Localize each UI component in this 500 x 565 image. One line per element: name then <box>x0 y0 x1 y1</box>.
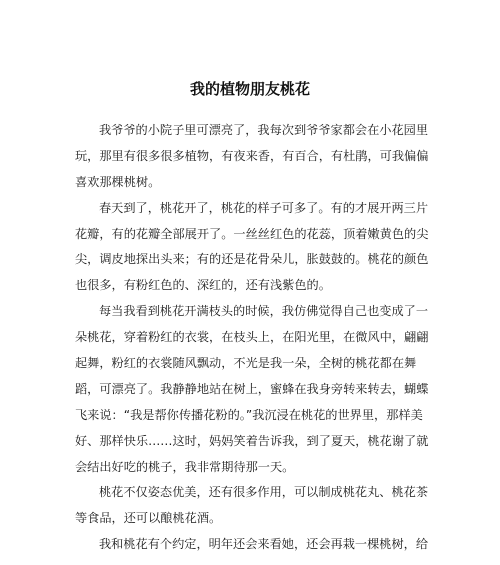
paragraph-5 <box>75 532 427 558</box>
text-line: 蹈，可漂亮了。我静静地站在树上，蜜蜂在我身旁转来转去，蝴蝶 <box>75 381 429 396</box>
text-line: 春天到了，桃花开了，桃花的样子可多了。有的才展开两三片 <box>99 200 429 215</box>
text-line: 尖，调皮地探出头来；有的还是花骨朵儿，胀鼓鼓的。桃花的颜色 <box>75 252 429 267</box>
text-line: 飞来说：“我是帮你传播花粉的。”我沉浸在桃花的世界里，那样美 <box>75 407 423 422</box>
paragraph-1 <box>75 118 427 196</box>
article-title: 我的植物朋友桃花 <box>189 80 310 98</box>
paragraph-2 <box>75 196 427 300</box>
text-line: 我和桃花有个约定，明年还会来看她，还会再栽一棵桃树，给 <box>99 537 429 552</box>
text-line: 也很多，有粉红色的、深红的，还有浅紫色的。 <box>75 278 331 293</box>
paragraph-3 <box>75 299 427 480</box>
text-line: 好、那样快乐……这时，妈妈笑着告诉我，到了夏天，桃花谢了就 <box>75 433 429 448</box>
article-body <box>75 118 427 558</box>
text-line: 起舞，粉红的衣裳随风飘动，不光是我一朵，全树的桃花都在舞 <box>75 356 417 371</box>
text-line: 我爷爷的小院子里可漂亮了，我每次到爷爷家都会在小花园里 <box>99 123 429 137</box>
text-line: 玩，那里有很多很多植物，有夜来香，有百合，有杜鹃，可我偏偏 <box>75 148 429 163</box>
text-line: 朵桃花，穿着粉红的衣裳，在枝头上，在阳光里，在微风中，翩翩 <box>75 330 429 345</box>
text-line: 桃花不仅姿态优美，还有很多作用，可以制成桃花丸、桃花茶 <box>99 485 429 500</box>
text-line: 等食品，还可以酿桃花酒。 <box>75 511 222 526</box>
text-line: 花瓣，有的花瓣全部展开了。一丝丝红色的花蕊，顶着嫩黄色的尖 <box>75 226 429 241</box>
text-line: 喜欢那棵桃树。 <box>75 174 161 189</box>
paragraph-4 <box>75 480 427 532</box>
text-line: 会结出好吃的桃子，我非常期待那一天。 <box>75 459 295 474</box>
text-line: 每当我看到桃花开满枝头的时候，我仿佛觉得自己也变成了一 <box>99 304 429 319</box>
